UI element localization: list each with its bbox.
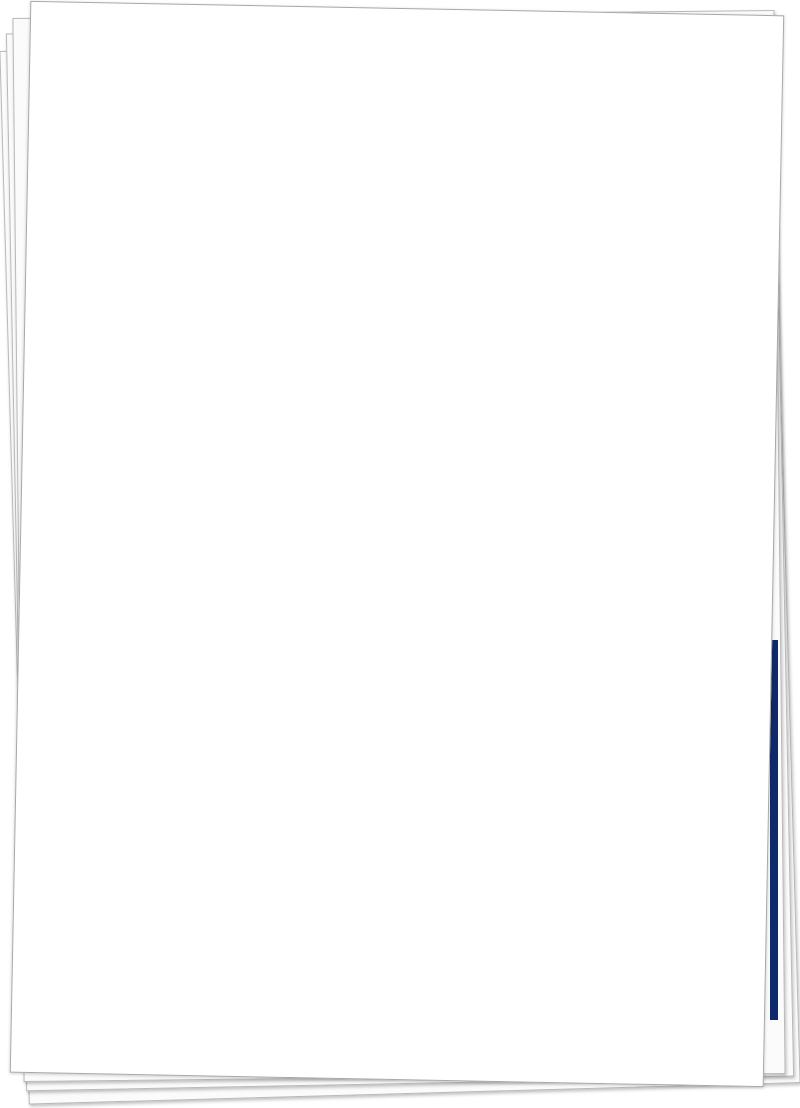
toc-internal-medicine (31, 2, 783, 16)
cover-edge-stripe (770, 640, 778, 1020)
toc-diagnostics (31, 2, 783, 16)
toc-acupuncture (31, 2, 783, 16)
book-page (10, 1, 784, 1087)
running-header (140, 34, 154, 55)
